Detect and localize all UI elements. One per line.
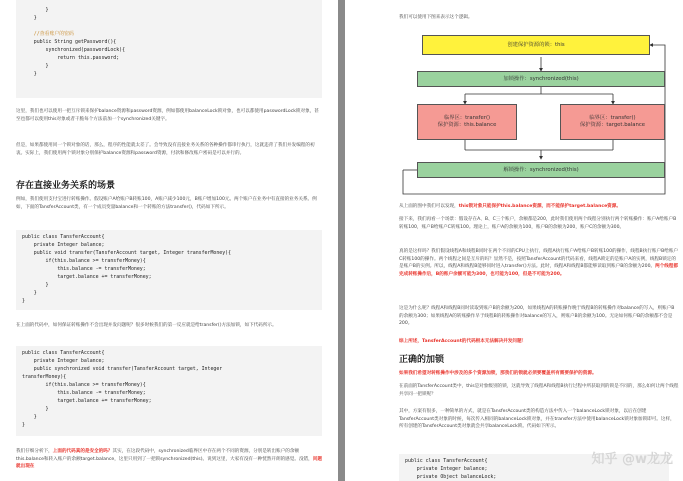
paragraph: 我们可以使用下图来表示这个逻辑。	[399, 15, 473, 20]
zhihu-watermark: 知乎 @w龙龙	[591, 452, 673, 467]
paragraph: 这是为什么呢？线程A和线程B同时读取到账户B的余额为200，如果线程A的转账操作晚于线程B的转账操作对balance的写入，则账户B的余额为300；如果线程A的转账操作早于线程B的转账操作对balance的写入，则账户B的余额为100。无论如何账户B的余额都不会是200。	[399, 306, 675, 327]
highlight-text: 两个线程都完成转账操作后，B的账户余额可能为300，也可能为100，但是不可能为200。	[399, 264, 679, 277]
paragraph: 在上面的代码中，如何保证转账操作不会出现并发问题呢？很多时候我们的第一反应就是给transfer()方法加锁，如下代码所示。	[16, 323, 277, 328]
code-line: target.balance += transferMoney;	[22, 274, 152, 280]
highlight-text: 问题就出现在	[16, 456, 322, 470]
code-line: public class TansferAccount{	[22, 350, 105, 356]
code-comment: //查看账户的密码	[33, 31, 74, 37]
code-line: if(this.balance >= transferMoney){	[22, 258, 146, 264]
protected-resource-label: 保护资源：this.balance	[437, 122, 497, 128]
code-line: return this.password;	[33, 55, 120, 61]
paragraph: 在前面的TansferAccount类中，this是对象级别的锁，这就导致了线程A和线程B执行过程中所获取到的锁是不同的，那么如何让两个线程共享同一把锁呢？	[399, 384, 679, 397]
code-line: }	[22, 406, 49, 412]
paragraph-conclusion: 综上所述，TansferAccount的代码根本无法解决并发问题！	[399, 339, 527, 344]
lock-operation-box: 加锁操作：synchronized(this)	[417, 71, 665, 87]
code-line: }	[22, 422, 25, 428]
code-line: this.balance -= transferMoney;	[22, 266, 146, 272]
paragraph: 例如，我们使用支付宝进行转账操作。假设账户A给账户B转账100，A账户减少100元，B账户增加100元。两个账户在业务中有直接的业务关系。例如，下面的TansferAccount类，有一个成员变量balance和一个转账的方法transfer()，代码如下所示。	[16, 197, 317, 210]
code-line: public class TansferAccount{	[22, 234, 105, 240]
code-line: synchronized(passwordLock){	[33, 47, 126, 53]
protected-resource-label: 保护资源：target.balance	[579, 122, 646, 128]
code-line: private Integer balance;	[405, 466, 488, 472]
text-run: 从上面的图中我们可以发现，	[399, 204, 459, 209]
right-page	[345, 0, 683, 481]
critical-section-label: 临界区：transfer()	[589, 115, 636, 121]
paragraph: 这里，我们也可以使用一把互斥锁来保护balance资源和password资源，例如都使用balanceLock锁对象，也可以都使用passwordLock锁对象，甚至也都可以使用this对象或者干脆每个方法前加一个synchronized关键字。	[16, 109, 319, 122]
code-line: public String getPassword(){	[33, 39, 117, 45]
code-block-get-password	[16, 0, 322, 98]
critical-section-label: 临界区：transfer()	[443, 115, 491, 121]
code-line: private Object balanceLock;	[405, 474, 497, 480]
highlight-text: 上面的代码真的是安全的吗？	[52, 449, 113, 454]
text-run: 我们仔细分析下，	[16, 449, 53, 454]
code-line: }	[22, 282, 49, 288]
code-line: }	[33, 71, 37, 77]
text-run: 真的是这样吗？我们假设线程A和线程B同时在两个不同的CPU上执行，线程A执行账户A给账户B转账100的操作，线程B执行账户B给账户C转账100的操作。两个线程之间是互斥的吗？显然不是，按照TansferAccount的代码来看，线程A锁定的是账户A的实例，线程B锁定的是账户B的实例。所以，线程A和线程B能够同时进入transfer()方法。此时，线程A和线程B都能够读取到账户B的余额为200。	[399, 249, 679, 270]
code-line: target.balance += transferMoney;	[22, 398, 152, 404]
section-heading: 存在直接业务关系的场景	[16, 181, 116, 191]
text-run: 其实，在这段代码中，synchronized临界区中存在两个不同的资源，分别是转出账户的余额this.balance和转入账户的余额target.balance，这里只用到了一把锁synchronized(this)。说到这里，大家有没有一种恍然开朗的感觉。没错，	[16, 449, 313, 462]
code-block-transfer	[16, 230, 322, 310]
left-page	[0, 0, 338, 481]
code-line: if(this.balance >= transferMoney){	[22, 382, 146, 388]
code-line: private Integer balance;	[22, 242, 105, 248]
code-line: }	[22, 7, 49, 13]
code-line: public synchronized void transfer(TansferAccount target, Integer	[22, 366, 223, 372]
code-line: this.balance -= transferMoney;	[22, 390, 146, 396]
section-heading: 正确的加锁	[399, 355, 445, 365]
paragraph: 其中，方案有很多，一种简单的方式，就是在TansferAccount类的构造方法中传入一个balanceLock锁对象，以后在创建TansferAccount类对象的时候，每次传入相同的balanceLock锁对象，并在transfer方法中使用balanceLock锁对象加锁即可。这样，所有创建的TansferAccount类对象就会共享balanceLock锁。代码如下所示。	[399, 409, 675, 430]
code-block-synchronized-transfer	[16, 346, 322, 436]
code-line: }	[22, 15, 37, 21]
unlock-operation-box: 解锁操作：synchronized(this)	[417, 162, 665, 178]
create-lock-box: 创建保护资源的锁：this	[422, 35, 650, 55]
paragraph	[16, 448, 322, 471]
code-line: transferMoney){	[22, 374, 67, 380]
code-line: }	[33, 63, 49, 69]
paragraph: 但是，如果都使用同一个锁对象的话，那么，程序的性能就太差了。会导致没有直接业务关系的各种操作都串行执行，这就违背了我们并发编程的初衷。实际上，我们使用两个锁对象分别保护balance资源和password资源，付款和修改账户密码是可以并行的。	[16, 143, 315, 156]
code-line: }	[22, 290, 37, 296]
code-line: }	[22, 298, 25, 304]
paragraph: 接下来，我们再看一个场景：假设存在A、B、C三个账户，余额都是200，此时我们使用两个线程分别执行两个转账操作：账户A给账户B转账100，账户B给账户C转账100。理论上，账户A的余额为100，账户B的余额为200，账户C的余额为300。	[399, 217, 677, 230]
critical-section-right-box	[560, 104, 665, 140]
critical-section-left-box	[417, 104, 517, 140]
paragraph-emphasis: 如果我们希望对转账操作中涉及的多个资源加锁，那我们的锁就必须要覆盖所有需要保护的资源。	[399, 371, 597, 376]
paragraph	[399, 203, 679, 211]
code-line: }	[22, 414, 37, 420]
code-line: private Integer balance;	[22, 358, 105, 364]
highlight-text: this锁对象只能保护this.balance资源，而不能保护target.balance资源。	[458, 204, 621, 209]
code-line: public void transfer(TansferAccount target, Integer transferMoney){	[22, 250, 232, 256]
code-line: public class TansferAccount{	[405, 458, 488, 464]
paragraph	[399, 248, 679, 278]
